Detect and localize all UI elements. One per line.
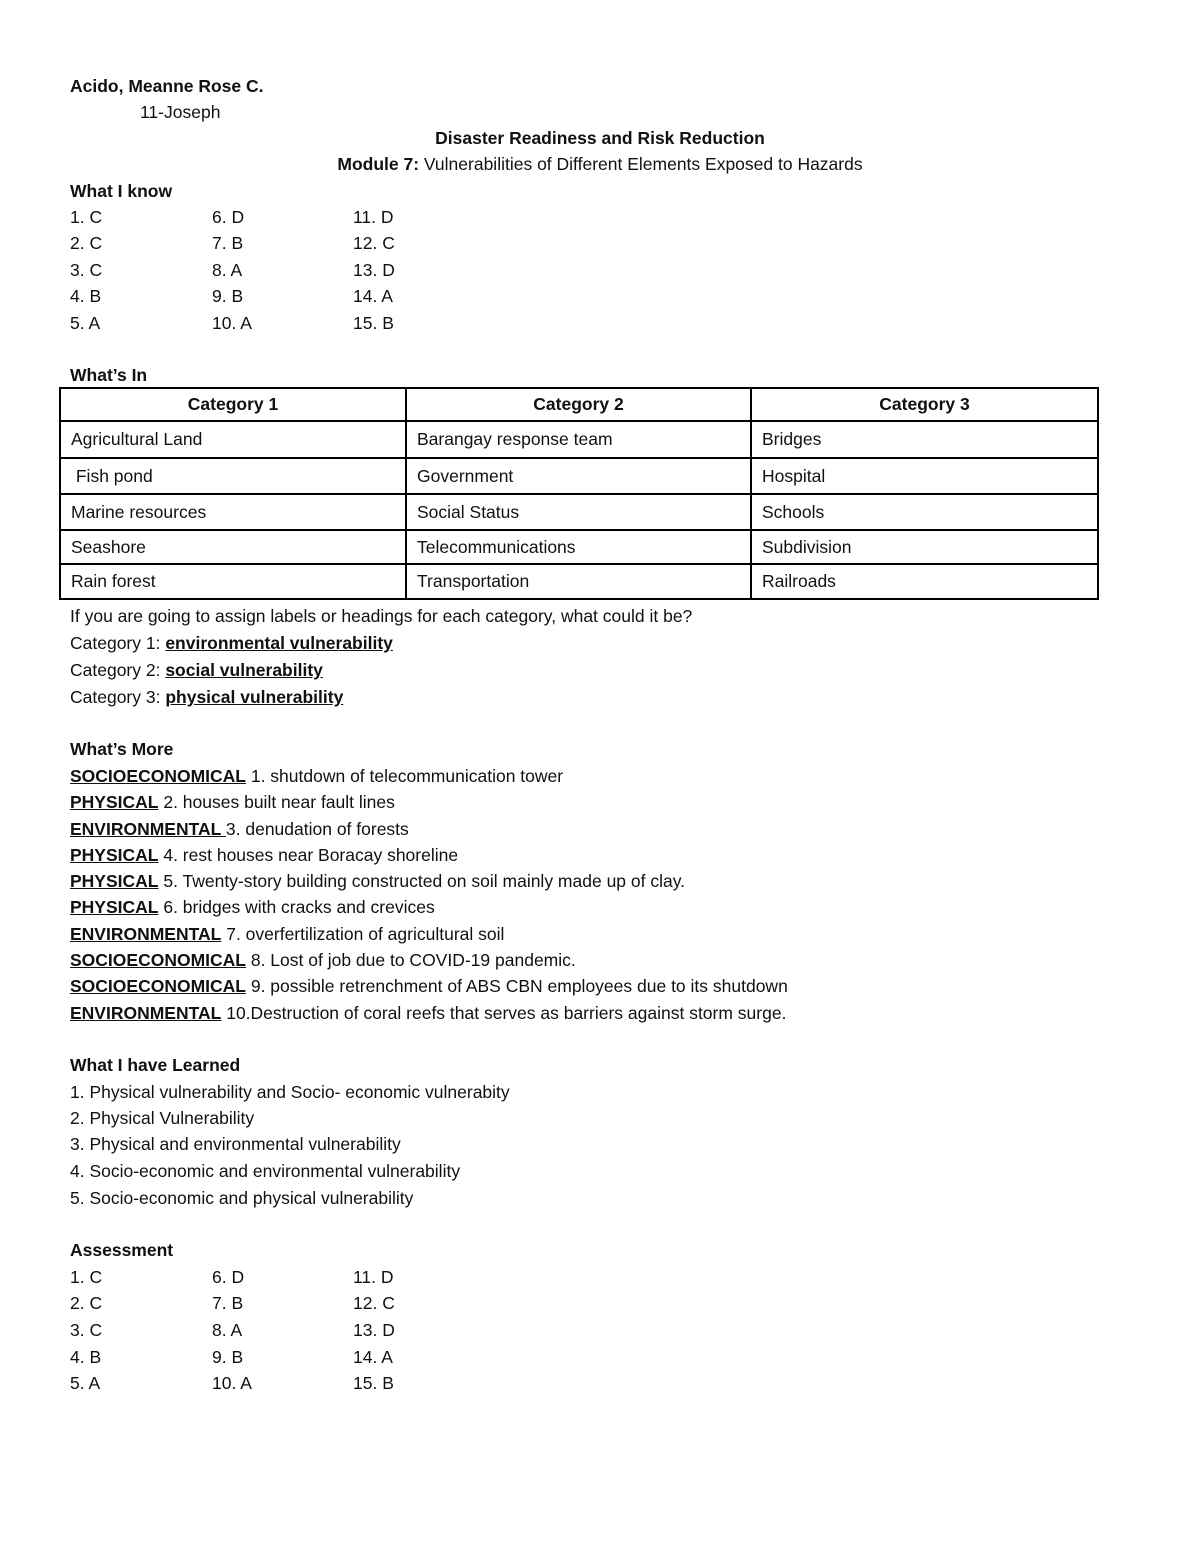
list-item: ENVIRONMENTAL 7. overfertilization of agricultural soil <box>70 924 505 944</box>
answer-9: 9. B <box>212 286 244 306</box>
answer-3: 3. C <box>70 260 103 280</box>
answer-14: 14. A <box>353 1347 393 1367</box>
learned-heading: What I have Learned <box>70 1055 241 1075</box>
vulnerability-tag: SOCIOECONOMICAL <box>70 976 246 996</box>
list-item: PHYSICAL 6. bridges with cracks and crevices <box>70 897 435 917</box>
answer-7: 7. B <box>212 1293 244 1313</box>
table-row <box>60 421 1098 458</box>
answer-4: 4. B <box>70 1347 102 1367</box>
vulnerability-tag: ENVIRONMENTAL <box>70 1003 222 1023</box>
whats-more-heading: What’s More <box>70 739 174 759</box>
table-cell: Fish pond <box>60 458 406 494</box>
answer-2: 2. C <box>70 233 103 253</box>
table-cell: Bridges <box>751 421 1098 458</box>
table-cell: Schools <box>751 494 1098 530</box>
answer-4: 4. B <box>70 286 102 306</box>
category-answer: physical vulnerability <box>165 687 344 707</box>
table-cell: Social Status <box>406 494 751 530</box>
list-item: 5. Socio-economic and physical vulnerability <box>70 1188 414 1208</box>
answer-12: 12. C <box>353 233 395 253</box>
subject-title: Disaster Readiness and Risk Reduction <box>435 128 765 148</box>
vulnerability-tag: ENVIRONMENTAL <box>70 819 226 839</box>
answer-15: 15. B <box>353 313 394 333</box>
answer-15: 15. B <box>353 1373 394 1393</box>
table-cell: Telecommunications <box>406 530 751 564</box>
table-row <box>60 564 1098 599</box>
vulnerability-tag: ENVIRONMENTAL <box>70 924 222 944</box>
table-cell: Subdivision <box>751 530 1098 564</box>
whats-in-heading: What’s In <box>70 365 148 385</box>
table-row <box>60 494 1098 530</box>
answer-13: 13. D <box>353 1320 395 1340</box>
list-item: PHYSICAL 2. houses built near fault lines <box>70 792 395 812</box>
answer-6: 6. D <box>212 207 245 227</box>
answer-14: 14. A <box>353 286 393 306</box>
answer-7: 7. B <box>212 233 244 253</box>
vulnerability-tag: PHYSICAL <box>70 845 159 865</box>
category-label-3: Category 3: physical vulnerability <box>70 687 344 707</box>
section: 11-Joseph <box>140 102 221 122</box>
answer-11: 11. D <box>353 1267 394 1287</box>
what-i-know-heading: What I know <box>70 181 173 201</box>
answer-3: 3. C <box>70 1320 103 1340</box>
table-header-cell: Category 1 <box>60 388 406 421</box>
answer-10: 10. A <box>212 1373 252 1393</box>
answer-8: 8. A <box>212 1320 243 1340</box>
category-question: If you are going to assign labels or headings for each category, what could it be? <box>70 606 693 626</box>
answer-1: 1. C <box>70 207 103 227</box>
list-item: SOCIOECONOMICAL 8. Lost of job due to COVID-19 pandemic. <box>70 950 576 970</box>
list-item: ENVIRONMENTAL 3. denudation of forests <box>70 819 409 839</box>
list-item: 1. Physical vulnerability and Socio- economic vulnerabity <box>70 1082 510 1102</box>
table-cell: Seashore <box>60 530 406 564</box>
category-label-2: Category 2: social vulnerability <box>70 660 323 680</box>
category-table <box>59 387 1099 600</box>
answer-8: 8. A <box>212 260 243 280</box>
answer-13: 13. D <box>353 260 395 280</box>
table-cell: Rain forest <box>60 564 406 599</box>
list-item: 2. Physical Vulnerability <box>70 1108 255 1128</box>
answer-12: 12. C <box>353 1293 395 1313</box>
table-cell: Railroads <box>751 564 1098 599</box>
student-name: Acido, Meanne Rose C. <box>70 76 264 96</box>
category-label-1: Category 1: environmental vulnerability <box>70 633 393 653</box>
table-row <box>60 530 1098 564</box>
table-row <box>60 458 1098 494</box>
table-cell: Government <box>406 458 751 494</box>
table-header-cell: Category 2 <box>406 388 751 421</box>
table-header-row <box>60 388 1098 421</box>
table-cell: Agricultural Land <box>60 421 406 458</box>
answer-11: 11. D <box>353 207 394 227</box>
list-item: 4. Socio-economic and environmental vulnerability <box>70 1161 461 1181</box>
answer-5: 5. A <box>70 1373 101 1393</box>
list-item: 3. Physical and environmental vulnerability <box>70 1134 401 1154</box>
list-item: SOCIOECONOMICAL 1. shutdown of telecommunication tower <box>70 766 564 786</box>
answer-1: 1. C <box>70 1267 103 1287</box>
list-item: PHYSICAL 4. rest houses near Boracay shoreline <box>70 845 459 865</box>
table-cell: Hospital <box>751 458 1098 494</box>
table-cell: Barangay response team <box>406 421 751 458</box>
vulnerability-tag: SOCIOECONOMICAL <box>70 950 246 970</box>
answer-5: 5. A <box>70 313 101 333</box>
module-title <box>0 153 1200 175</box>
answer-9: 9. B <box>212 1347 244 1367</box>
answer-6: 6. D <box>212 1267 245 1287</box>
list-item: PHYSICAL 5. Twenty-story building constructed on soil mainly made up of clay. <box>70 871 686 891</box>
list-item: SOCIOECONOMICAL 9. possible retrenchment of ABS CBN employees due to its shutdown <box>70 976 788 996</box>
vulnerability-tag: PHYSICAL <box>70 792 159 812</box>
table-cell: Transportation <box>406 564 751 599</box>
module-label: Module 7: <box>337 154 420 174</box>
table-cell: Marine resources <box>60 494 406 530</box>
vulnerability-tag: PHYSICAL <box>70 897 159 917</box>
answer-10: 10. A <box>212 313 252 333</box>
list-item: ENVIRONMENTAL 10.Destruction of coral reefs that serves as barriers against storm surge. <box>70 1003 787 1023</box>
answer-2: 2. C <box>70 1293 103 1313</box>
assessment-heading: Assessment <box>70 1240 174 1260</box>
module-name: Vulnerabilities of Different Elements Exposed to Hazards <box>419 154 863 174</box>
vulnerability-tag: PHYSICAL <box>70 871 159 891</box>
category-answer: social vulnerability <box>165 660 323 680</box>
category-answer: environmental vulnerability <box>165 633 393 653</box>
table-header-cell: Category 3 <box>751 388 1098 421</box>
vulnerability-tag: SOCIOECONOMICAL <box>70 766 246 786</box>
